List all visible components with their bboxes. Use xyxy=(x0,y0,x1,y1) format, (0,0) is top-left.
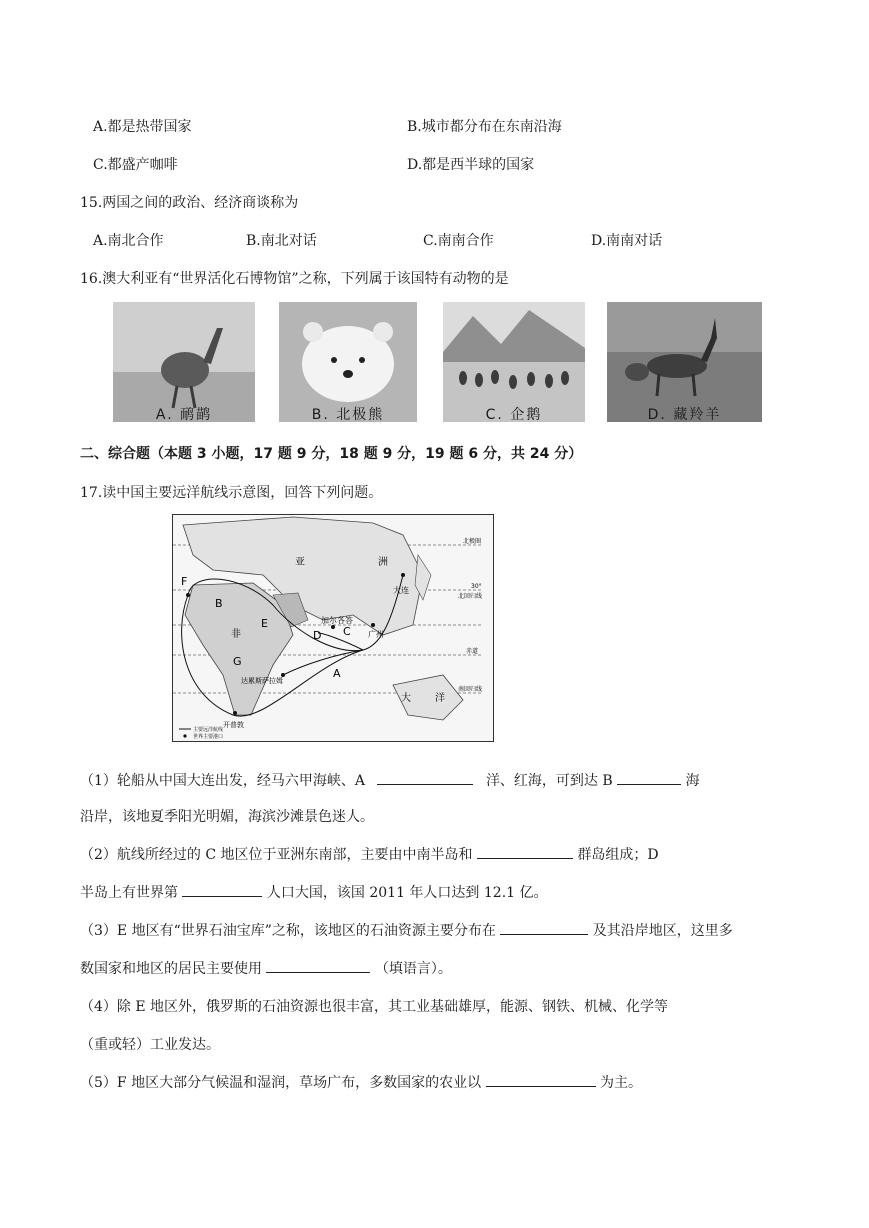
caption-d: D. 藏羚羊 xyxy=(647,407,722,422)
q17-part5-line1 xyxy=(80,1072,642,1092)
legend-port-label: 世界主要港口 xyxy=(193,734,224,740)
q17-p1-text-c: 海 xyxy=(685,773,700,789)
map-label-b: B xyxy=(215,597,223,610)
lat-label-arctic: 北极圈 xyxy=(463,538,482,545)
q17-p1-text-a: （1）轮船从中国大连出发，经马六甲海峡、A xyxy=(80,773,366,789)
penguin-photo xyxy=(443,302,585,422)
map-label-ocean-da: 大 xyxy=(401,693,411,704)
q15-stem: 15.两国之间的政治、经济商谈称为 xyxy=(80,195,299,211)
map-label-a: A xyxy=(333,667,341,680)
map-label-d: D xyxy=(313,629,322,642)
caption-b: B. 北极熊 xyxy=(311,407,385,422)
q17-p3-text-a: （3）E 地区有“世界石油宝库”之称，该地区的石油资源主要分布在 xyxy=(80,923,496,939)
q17-p5-text-b: 为主。 xyxy=(599,1075,642,1091)
q15-option-a: A.南北合作 xyxy=(93,233,164,249)
map-label-capetown: 开普敦 xyxy=(223,721,244,729)
q17-p4-text-b: （重或轻）工业发达。 xyxy=(80,1037,220,1053)
shipping-routes-map xyxy=(172,514,494,742)
q17-p2-text-b: 群岛组成；D xyxy=(577,847,659,863)
polar-bear-photo xyxy=(279,302,417,422)
q17-p2-text-a: （2）航线所经过的 C 地区位于亚洲东南部，主要由中南半岛和 xyxy=(80,847,473,863)
caption-a: A. 鸸鹋 xyxy=(155,407,213,422)
q17-part1-line1 xyxy=(80,770,700,790)
lat-label-tropic-n: 北回归线 xyxy=(458,593,483,600)
q17-stem: 17.读中国主要远洋航线示意图，回答下列问题。 xyxy=(80,485,383,501)
q14-option-b: B.城市都分布在东南沿海 xyxy=(407,119,562,135)
q14-option-a: A.都是热带国家 xyxy=(93,119,192,135)
legend-route-label: 主要远洋航线 xyxy=(193,727,224,733)
map-label-guangzhou: 广州 xyxy=(368,630,384,639)
caption-c: C. 企鹅 xyxy=(485,407,543,422)
q17-p1-blank-ocean[interactable] xyxy=(377,770,473,785)
map-label-africa: 非 xyxy=(231,629,241,640)
map-label-dalian: 大连 xyxy=(393,586,409,595)
q17-p2-blank-islands[interactable] xyxy=(477,844,573,859)
lat-label-30: 30° xyxy=(471,583,482,590)
map-label-g: G xyxy=(233,655,242,668)
map-label-asia: 亚 xyxy=(295,557,305,568)
q17-p1-text-b: 洋、红海，可到达 B xyxy=(485,773,613,789)
q17-p2-blank-rank[interactable] xyxy=(182,882,262,897)
map-label-darsalam: 达累斯萨拉姆 xyxy=(241,677,283,685)
q15-option-c: C.南南合作 xyxy=(423,233,494,249)
q17-part2-line1 xyxy=(80,844,659,864)
map-label-ocean-yang: 洋 xyxy=(435,693,445,704)
q17-p4-text-a: （4）除 E 地区外，俄罗斯的石油资源也很丰富，其工业基础雄厚，能源、钢铁、机械、化学等 xyxy=(80,999,669,1015)
q17-p3-text-d: （填语言）。 xyxy=(374,961,452,977)
q16-stem: 16.澳大利亚有“世界活化石博物馆”之称，下列属于该国特有动物的是 xyxy=(80,271,509,287)
q17-part3-line1 xyxy=(80,920,733,940)
q14-option-c: C.都盛产咖啡 xyxy=(93,157,178,173)
q17-p2-text-c: 半岛上有世界第 xyxy=(80,885,178,901)
q17-p1-text-d: 沿岸，该地夏季阳光明媚，海滨沙滩景色迷人。 xyxy=(80,809,374,825)
q17-p3-text-b: 及其沿岸地区，这里多 xyxy=(592,923,733,939)
emu-photo xyxy=(113,302,255,422)
q17-part3-line2 xyxy=(80,958,452,978)
q15-option-d: D.南南对话 xyxy=(591,233,663,249)
map-label-f: F xyxy=(181,575,188,588)
q14-option-d: D.都是西半球的国家 xyxy=(407,157,535,173)
q17-p5-blank-agriculture[interactable] xyxy=(486,1072,596,1087)
section-2-heading: 二、综合题（本题 3 小题，17 题 9 分，18 题 9 分，19 题 6 分，共 24 分） xyxy=(80,446,583,462)
q17-p3-blank-language[interactable] xyxy=(266,958,370,973)
q15-option-b: B.南北对话 xyxy=(246,233,317,249)
q17-p5-text-a: （5）F 地区大部分气候温和湿润，草场广布，多数国家的农业以 xyxy=(80,1075,482,1091)
q17-p3-blank-gulf[interactable] xyxy=(500,920,588,935)
lat-label-equator: 赤道 xyxy=(466,648,479,655)
lat-label-tropic-s: 南回归线 xyxy=(458,686,483,693)
map-label-c: C xyxy=(343,625,351,638)
map-label-zhou: 洲 xyxy=(378,557,388,568)
q17-p2-text-d: 人口大国，该国 2011 年人口达到 12.1 亿。 xyxy=(266,885,548,901)
map-label-calcutta: 加尔各答 xyxy=(321,616,353,625)
q17-p3-text-c: 数国家和地区的居民主要使用 xyxy=(80,961,262,977)
q17-part2-line2 xyxy=(80,882,548,902)
tibetan-antelope-photo xyxy=(607,302,762,422)
map-label-e: E xyxy=(261,617,268,630)
q17-p1-blank-sea[interactable] xyxy=(617,770,681,785)
